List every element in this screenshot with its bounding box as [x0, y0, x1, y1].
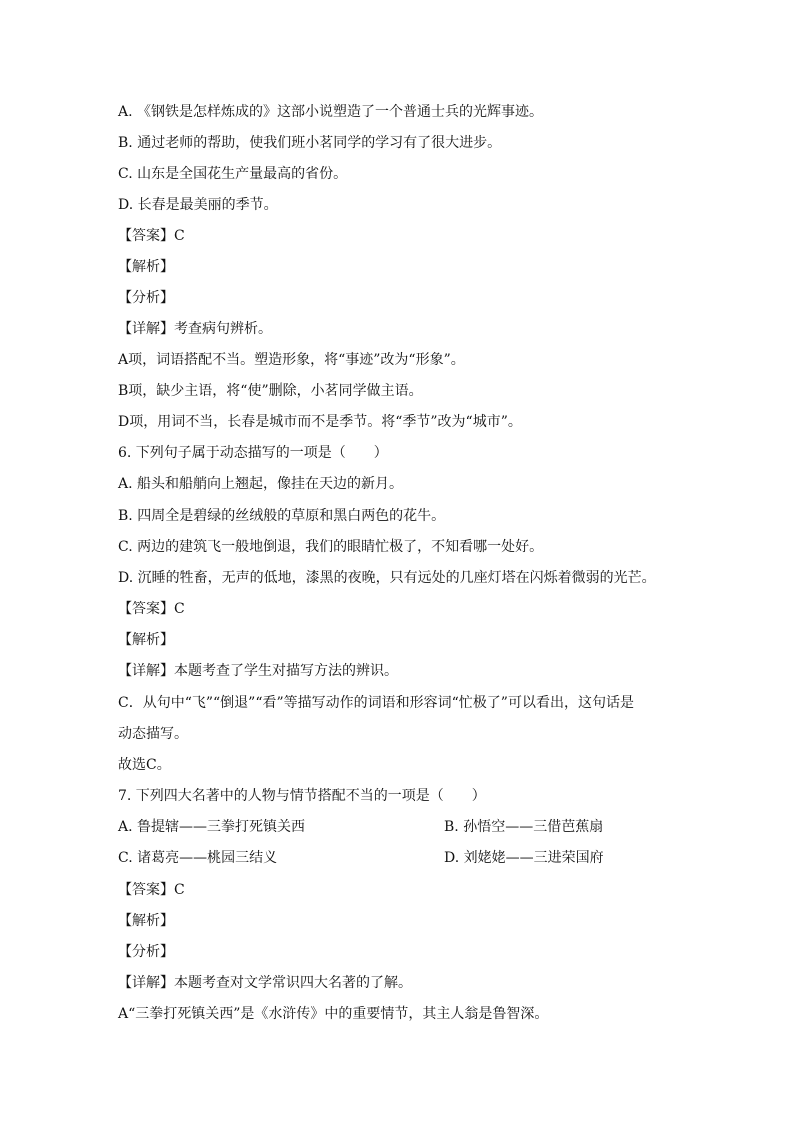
- line-text: B. 四周全是碧绿的丝绒般的草原和黑白两色的花牛。: [118, 508, 446, 524]
- option-d: [118, 193, 278, 217]
- line-text: C. 山东是全国花生产量最高的省份。: [118, 166, 348, 182]
- answer-label: [118, 597, 185, 621]
- line-text: D. 长春是最美丽的季节。: [118, 197, 278, 213]
- line-text: D. 沉睡的牲畜，无声的低地，漆黑的夜晚，只有远处的几座灯塔在闪烁着微弱的光芒。: [118, 570, 656, 586]
- answer-label: [118, 224, 185, 248]
- option-row-cd: [118, 846, 604, 870]
- fenxi-label: [118, 286, 174, 310]
- explanation-line: [118, 348, 465, 372]
- line-text: A. 船头和船艄向上翘起，像挂在天边的新月。: [118, 476, 404, 492]
- explanation-line: [118, 691, 634, 715]
- line-text: B项，缺少主语，将“使”删除，小茗同学做主语。: [118, 383, 423, 399]
- line-text: 动态描写。: [118, 726, 188, 742]
- option-c: C. 诸葛亮——桃园三结义: [118, 850, 278, 866]
- line-text: 【解析】: [118, 259, 174, 275]
- line-text: A. 《钢铁是怎样炼成的》这部小说塑造了一个普通士兵的光辉事迹。: [118, 104, 544, 120]
- option-a: [118, 472, 403, 496]
- conclusion-line: [118, 753, 171, 777]
- line-text: 【分析】: [118, 290, 174, 306]
- line-text: 【解析】: [118, 913, 174, 929]
- analysis-label: [118, 909, 174, 933]
- line-text: 【答案】C: [118, 601, 185, 617]
- question-7: [118, 784, 486, 808]
- detail-label: [118, 971, 412, 995]
- option-b: B. 孙悟空——三借芭蕉扇: [444, 819, 604, 835]
- line-text: C．从句中“飞”“倒退”“看”等描写动作的词语和形容词“忙极了”可以看出，这句话是: [118, 695, 634, 711]
- line-text: 【详解】考查病句辨析。: [118, 321, 272, 337]
- analysis-label: [118, 255, 174, 279]
- option-c: [118, 535, 543, 559]
- explanation-line: [118, 1002, 548, 1026]
- line-text: 【解析】: [118, 632, 174, 648]
- line-text: 7. 下列四大名著中的人物与情节搭配不当的一项是（ ）: [118, 788, 486, 804]
- line-text: 【答案】C: [118, 228, 185, 244]
- explanation-line: [118, 410, 522, 434]
- analysis-label: [118, 628, 174, 652]
- option-b: [118, 504, 445, 528]
- line-text: 故选C。: [118, 757, 171, 773]
- option-b: [118, 131, 501, 155]
- fenxi-label: [118, 940, 174, 964]
- option-a: [118, 100, 543, 124]
- detail-label: [118, 659, 398, 683]
- option-c: [118, 162, 347, 186]
- line-text: A“三拳打死镇关西”是《水浒传》中的重要情节，其主人翁是鲁智深。: [118, 1006, 549, 1022]
- option-d: D. 刘姥姥——三进荣国府: [444, 850, 604, 866]
- line-text: 【详解】本题考查了学生对描写方法的辨识。: [118, 663, 398, 679]
- line-text: A项，词语搭配不当。塑造形象，将“事迹”改为“形象”。: [118, 352, 465, 368]
- line-text: 【答案】C: [118, 882, 185, 898]
- line-text: D项，用词不当，长春是城市而不是季节。将“季节”改为“城市”。: [118, 414, 522, 430]
- explanation-line: [118, 722, 188, 746]
- line-text: 【详解】本题考查对文学常识四大名著的了解。: [118, 975, 412, 991]
- detail-label: [118, 317, 272, 341]
- line-text: 【分析】: [118, 944, 174, 960]
- option-d: [118, 566, 656, 590]
- line-text: B. 通过老师的帮助，使我们班小茗同学的学习有了很大进步。: [118, 135, 502, 151]
- answer-label: [118, 878, 185, 902]
- option-a: A. 鲁提辖——三拳打死镇关西: [118, 819, 306, 835]
- option-row-ab: [118, 815, 604, 839]
- line-text: 6. 下列句子属于动态描写的一项是（ ）: [118, 445, 388, 461]
- explanation-line: [118, 379, 423, 403]
- question-6: [118, 441, 388, 465]
- line-text: C. 两边的建筑飞一般地倒退，我们的眼睛忙极了，不知看哪一处好。: [118, 539, 544, 555]
